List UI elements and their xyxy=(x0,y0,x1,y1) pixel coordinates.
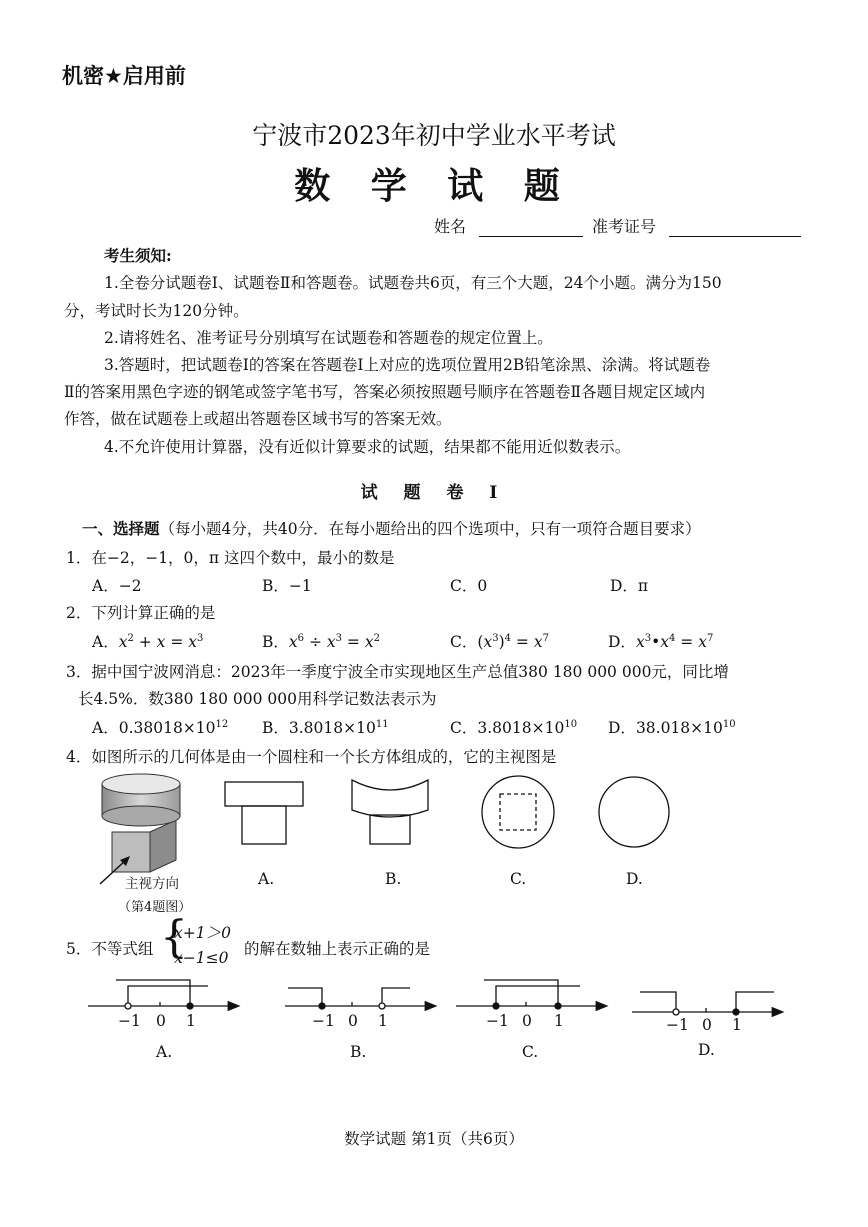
notice-item-3-cont: Ⅱ的答案用黑色字迹的钢笔或签字笔书写，答案必须按照题号顺序在答题卷Ⅱ各题目规定区域内 xyxy=(64,383,706,401)
q3-label-c: C． xyxy=(450,719,478,737)
q3-option-c xyxy=(450,716,577,738)
number-line-a xyxy=(88,980,238,1009)
q5-label-c: C. xyxy=(522,1043,539,1061)
q3-label-a: A． xyxy=(92,719,119,737)
solid-figure xyxy=(102,774,180,872)
q3-exponent-a: 12 xyxy=(215,718,229,730)
q3-stem: 3．据中国宁波网消息：2023年一季度宁波全市实现地区生产总值380 180 000 000元，同比增 xyxy=(66,663,729,681)
q4-direction-label: 主视方向 xyxy=(125,876,179,892)
q3-option-d xyxy=(608,716,736,738)
q3-mantissa-d: 38.018×10 xyxy=(635,719,723,737)
nl-a-tick-1: 1 xyxy=(186,1012,196,1030)
number-line-c xyxy=(456,980,606,1009)
q3-exponent-d: 10 xyxy=(722,718,736,730)
subject-title: 数 学 试 题 xyxy=(294,166,574,207)
q3-option-a xyxy=(92,716,228,738)
number-line-b xyxy=(285,988,435,1009)
q3-exponent-c: 10 xyxy=(564,718,578,730)
id-field xyxy=(592,214,801,237)
notice-item-3: 3.答题时，把试题卷Ⅰ的答案在答题卷Ⅰ上对应的选项位置用2B铅笔涂黑、涂满。将试题卷 xyxy=(104,356,711,374)
nl-b-tick-1: 1 xyxy=(378,1012,388,1030)
number-line-d xyxy=(632,992,782,1015)
q3-exponent-b: 11 xyxy=(375,718,389,730)
q3-label-d: D． xyxy=(608,719,636,737)
nl-d-tick-0: 0 xyxy=(702,1016,712,1034)
q3-label-b: B． xyxy=(262,719,289,737)
q4-figure-caption: （第4题图） xyxy=(118,900,192,915)
q3-option-b xyxy=(262,716,389,738)
q5-inequality-1: x+1＞0 xyxy=(174,924,231,942)
q4-figures xyxy=(90,772,810,912)
q4-label-b: B. xyxy=(385,870,402,888)
q2-label-a: A． xyxy=(92,633,119,651)
q2-option-b: B．$x^6 \div x^3 = x^2$ xyxy=(262,632,380,651)
q3-mantissa-b: 3.8018×10 xyxy=(288,719,376,737)
nl-d-tick-1: 1 xyxy=(732,1016,742,1034)
confidential-label: 机密★启用前 xyxy=(62,64,186,88)
name-field xyxy=(434,214,583,237)
part-title xyxy=(82,517,701,539)
q1-option-b: B．−1 xyxy=(262,577,312,595)
q2-option-c: C．$(x^3)^4 = x^7$ xyxy=(450,632,549,651)
nl-c-tick-0: 0 xyxy=(522,1012,532,1030)
part-title-rest: （每小题4分，共40分．在每小题给出的四个选项中，只有一项符合题目要求） xyxy=(159,520,701,538)
id-label: 准考证号 xyxy=(592,217,657,236)
q5-stem-post: 的解在数轴上表示正确的是 xyxy=(244,940,431,958)
q2-option-d: D．$x^3•x^4 = x^7$ xyxy=(608,632,714,651)
nl-c-tick-1: 1 xyxy=(554,1012,564,1030)
q3-stem-cont: 长4.5%．数380 180 000 000用科学记数法表示为 xyxy=(78,690,437,708)
q4-figure-b xyxy=(352,780,428,844)
nl-a-tick-neg1: −1 xyxy=(118,1012,141,1030)
notice-item-2: 2.请将姓名、准考证号分别填写在试题卷和答题卷的规定位置上。 xyxy=(104,329,553,347)
notice-item-3-cont2: 作答，做在试题卷上或超出答题卷区域书写的答案无效。 xyxy=(64,410,452,428)
nl-a-tick-0: 0 xyxy=(156,1012,166,1030)
notice-item-1-cont: 分，考试时长为120分钟。 xyxy=(64,302,249,320)
notice-title: 考生须知: xyxy=(104,246,172,265)
section-title: 试 题 卷 Ⅰ xyxy=(360,483,508,503)
q5-label-a: A. xyxy=(156,1043,173,1061)
q1-option-a: A．−2 xyxy=(92,577,142,595)
q5-brace: { xyxy=(160,912,188,963)
q5-label-d: D. xyxy=(698,1041,715,1059)
q5-inequality-2: x−1≤0 xyxy=(174,949,229,967)
q5-label-b: B. xyxy=(350,1043,367,1061)
q1-stem: 1．在−2，−1，0，π 这四个数中，最小的数是 xyxy=(66,549,395,567)
q1-option-c: C．0 xyxy=(450,577,488,595)
name-label: 姓名 xyxy=(434,217,467,236)
q4-figure-a xyxy=(225,782,303,844)
id-blank xyxy=(669,218,801,237)
nl-b-tick-0: 0 xyxy=(348,1012,358,1030)
q4-figure-d xyxy=(599,777,669,847)
notice-item-1: 1.全卷分试题卷Ⅰ、试题卷Ⅱ和答题卷。试题卷共6页，有三个大题，24个小题。满分为150 xyxy=(104,274,722,292)
q2-label-d: D． xyxy=(608,633,636,651)
nl-b-tick-neg1: −1 xyxy=(312,1012,335,1030)
q3-mantissa-a: 0.38018×10 xyxy=(118,719,216,737)
q2-option-a: A．$x^2 + x = x^3$ xyxy=(92,632,204,651)
q4-label-c: C. xyxy=(510,870,527,888)
q2-stem: 2．下列计算正确的是 xyxy=(66,604,216,622)
q1-option-d: D．π xyxy=(610,577,649,595)
q4-label-a: A. xyxy=(258,870,275,888)
q5-stem-pre: 5．不等式组 xyxy=(66,940,154,958)
name-blank xyxy=(479,218,583,237)
nl-d-tick-neg1: −1 xyxy=(666,1016,689,1034)
q4-stem: 4．如图所示的几何体是由一个圆柱和一个长方体组成的，它的主视图是 xyxy=(66,748,557,766)
page-footer: 数学试题 第1页（共6页） xyxy=(344,1130,524,1148)
notice-item-4: 4.不允许使用计算器，没有近似计算要求的试题，结果都不能用近似数表示。 xyxy=(104,438,631,456)
q2-label-b: B． xyxy=(262,633,289,651)
q4-label-d: D. xyxy=(626,870,643,888)
nl-c-tick-neg1: −1 xyxy=(486,1012,509,1030)
q3-mantissa-c: 3.8018×10 xyxy=(477,719,565,737)
q2-label-c: C． xyxy=(450,633,478,651)
part-title-bold: 一、选择题 xyxy=(82,519,160,538)
exam-title: 宁波市2023年初中学业水平考试 xyxy=(252,121,616,150)
q4-figure-c xyxy=(482,776,554,848)
